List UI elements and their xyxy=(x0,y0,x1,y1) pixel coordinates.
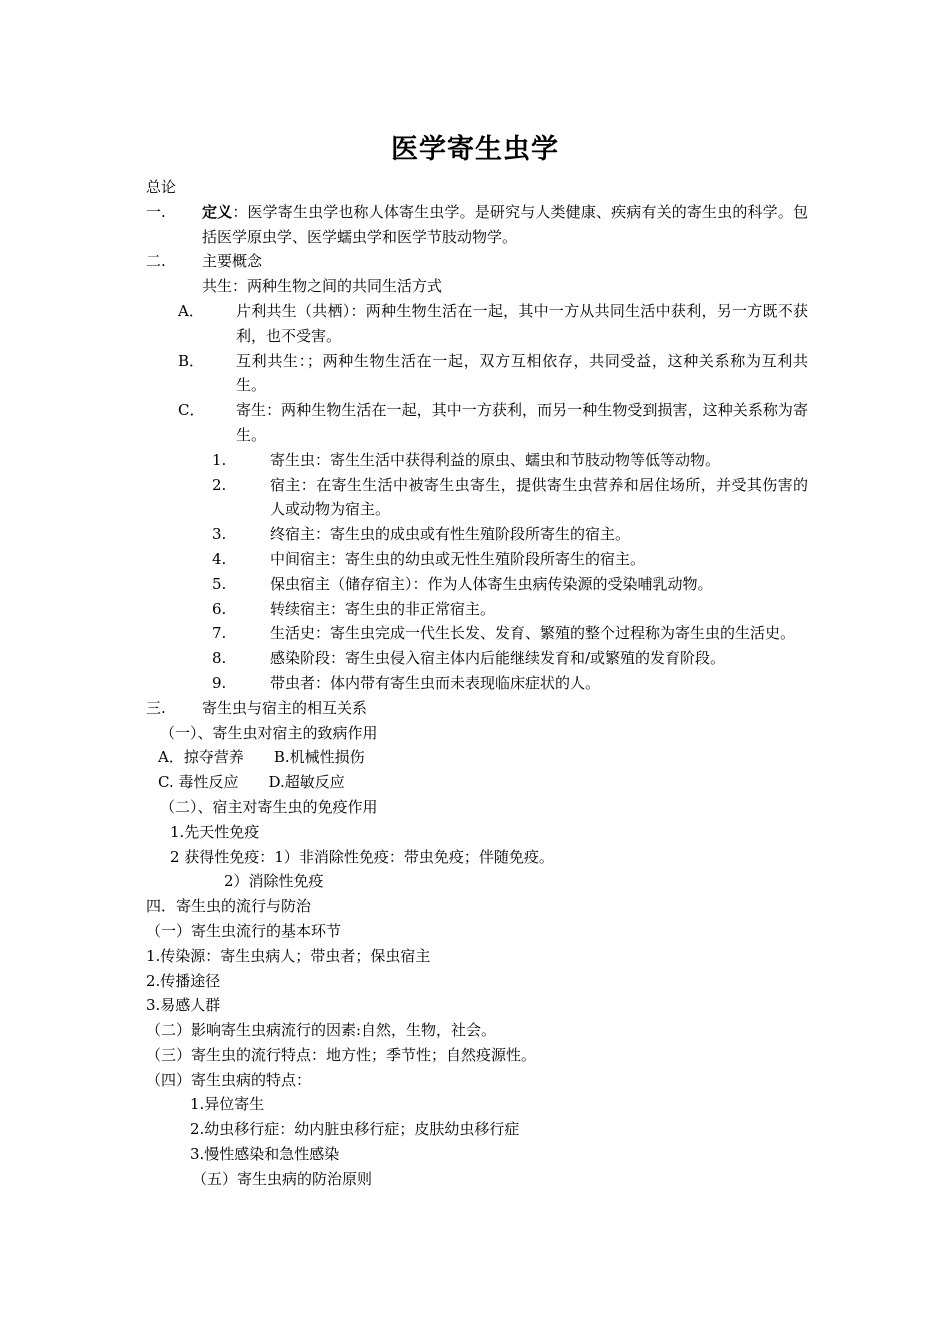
subconcept-8 xyxy=(146,646,808,671)
item-number: 3. xyxy=(212,525,227,544)
item-number: 9. xyxy=(212,673,227,692)
subconcept-text: 感染阶段：寄生虫侵入宿主体内后能继续发育和/或繁殖的发育阶段。 xyxy=(270,649,726,668)
item-number: 6. xyxy=(212,599,227,618)
item-number: 一. xyxy=(146,202,166,221)
epidemic-line-10 xyxy=(146,1142,808,1167)
subconcept-6 xyxy=(146,597,808,622)
epidemic-line-1 xyxy=(146,919,808,944)
epidemic-line-8 xyxy=(146,1092,808,1117)
item-number: 二. xyxy=(146,252,166,271)
section-label-text: 总论 xyxy=(146,178,177,196)
epidemic-line-9 xyxy=(146,1117,808,1142)
subconcept-text: 带虫者：体内带有寄生虫而未表现临床症状的人。 xyxy=(270,673,601,692)
subconcept-4 xyxy=(146,547,808,572)
line-text: （三）寄生虫的流行特点：地方性；季节性；自然疫源性。 xyxy=(146,1045,537,1064)
subconcept-text: 终宿主：寄生虫的成虫或有性生殖阶段所寄生的宿主。 xyxy=(270,525,631,544)
subconcept-7 xyxy=(146,621,808,646)
line-text: 1.传染源：寄生虫病人；带虫者；保虫宿主 xyxy=(146,946,431,965)
line-text: （一）寄生虫流行的基本环节 xyxy=(146,921,342,940)
concept-item-a xyxy=(146,299,808,349)
item-letter: A． xyxy=(178,301,204,320)
section-label xyxy=(146,175,808,200)
acquired-immunity xyxy=(146,845,808,870)
subconcept-3 xyxy=(146,522,808,547)
line-text: （二）影响寄生虫病流行的因素:自然，生物，社会。 xyxy=(146,1021,497,1040)
line-text: A．掠夺营养 B.机械性损伤 xyxy=(158,748,365,767)
subconcept-2 xyxy=(146,473,808,523)
line-text: （一）、寄生虫对宿主的致病作用 xyxy=(160,723,378,742)
item-number: 7. xyxy=(212,624,227,643)
subconcept-5 xyxy=(146,572,808,597)
subconcept-text: 转续宿主：寄生虫的非正常宿主。 xyxy=(270,599,496,618)
epidemic-line-3 xyxy=(146,969,808,994)
subconcept-text: 中间宿主：寄生虫的幼虫或无性生殖阶段所寄生的宿主。 xyxy=(270,549,646,568)
line-text: 1.先天性免疫 xyxy=(170,822,260,841)
epidemic-heading xyxy=(146,894,808,919)
epidemic-line-5 xyxy=(146,1018,808,1043)
definition-term: 定义 xyxy=(202,202,233,221)
concept-text: 互利共生：；两种生物生活在一起，双方互相依存，共同受益，这种关系称为互利共生。 xyxy=(236,351,808,395)
definition-item xyxy=(146,200,808,250)
line-text: 2.幼虫移行症：幼内脏虫移行症；皮肤幼虫移行症 xyxy=(190,1120,520,1139)
item-number: 8. xyxy=(212,649,227,668)
item-number: 4. xyxy=(212,549,227,568)
sterilizing-immunity xyxy=(146,869,808,894)
concepts-heading xyxy=(146,249,808,274)
epidemic-line-4 xyxy=(146,993,808,1018)
definition-body: ：医学寄生虫学也称人体寄生虫学。是研究与人类健康、疾病有关的寄生虫的科学。包括医学原虫学、医学蠕虫学和医学节肢动物学。 xyxy=(202,202,808,246)
document-title: 医学寄生虫学 xyxy=(391,134,559,165)
item-number: 5. xyxy=(212,574,227,593)
epidemic-line-2 xyxy=(146,944,808,969)
innate-immunity xyxy=(146,820,808,845)
line-text: （二）、宿主对寄生虫的免疫作用 xyxy=(160,797,378,816)
pathogenic-heading xyxy=(146,721,808,746)
line-text: （四）寄生虫病的特点： xyxy=(146,1070,312,1089)
relationship-heading-text: 寄生虫与宿主的相互关系 xyxy=(202,698,368,717)
concept-item-c xyxy=(146,398,808,448)
subconcept-text: 保虫宿主（储存宿主）：作为人体寄生虫病传染源的受染哺乳动物。 xyxy=(270,574,713,593)
item-number: 2. xyxy=(212,475,227,494)
symbiosis-definition xyxy=(146,274,808,299)
pathogenic-effects-1 xyxy=(146,745,808,770)
line-text: 3.易感人群 xyxy=(146,996,221,1015)
line-text: 2 获得性免疫：1）非消除性免疫：带虫免疫；伴随免疫。 xyxy=(170,847,554,866)
document-body xyxy=(146,175,808,1192)
subconcept-9 xyxy=(146,671,808,696)
epidemic-line-11 xyxy=(146,1167,808,1192)
pathogenic-effects-2 xyxy=(146,770,808,795)
line-text: C. 毒性反应 D.超敏反应 xyxy=(158,773,345,792)
line-text: 3.慢性感染和急性感染 xyxy=(190,1145,340,1164)
epidemic-line-6 xyxy=(146,1043,808,1068)
line-text: 2）消除性免疫 xyxy=(224,872,324,891)
line-text: 2.传播途径 xyxy=(146,971,221,990)
subconcept-text: 寄生虫：寄生生活中获得利益的原虫、蠕虫和节肢动物等低等动物。 xyxy=(270,450,721,469)
relationship-heading xyxy=(146,696,808,721)
concept-item-b xyxy=(146,349,808,399)
concepts-heading-text: 主要概念 xyxy=(202,252,263,271)
concept-text: 寄生：两种生物生活在一起，其中一方获利，而另一种生物受到损害，这种关系称为寄生。 xyxy=(236,401,808,444)
subconcept-1 xyxy=(146,448,808,473)
item-number: 三. xyxy=(146,698,166,717)
subconcept-text: 生活史：寄生虫完成一代生长发、发育、繁殖的整个过程称为寄生虫的生活史。 xyxy=(270,624,796,643)
definition-text xyxy=(202,200,808,250)
item-letter: B． xyxy=(178,351,205,370)
immunity-heading xyxy=(146,795,808,820)
line-text: （五）寄生虫病的防治原则 xyxy=(192,1169,373,1188)
line-text: 四．寄生虫的流行与防治 xyxy=(146,897,312,916)
symbiosis-text: 共生：两种生物之间的共同生活方式 xyxy=(202,277,443,296)
item-letter: C． xyxy=(178,401,205,420)
subconcept-text: 宿主：在寄生生活中被寄生虫寄生，提供寄生虫营养和居住场所，并受其伤害的人或动物为宿主。 xyxy=(270,475,808,519)
line-text: 1.异位寄生 xyxy=(190,1095,265,1114)
concept-text: 片利共生（共栖）：两种生物生活在一起，其中一方从共同生活中获利，另一方既不获利，也不受害。 xyxy=(236,301,808,345)
item-number: 1. xyxy=(212,450,227,469)
epidemic-line-7 xyxy=(146,1068,808,1093)
